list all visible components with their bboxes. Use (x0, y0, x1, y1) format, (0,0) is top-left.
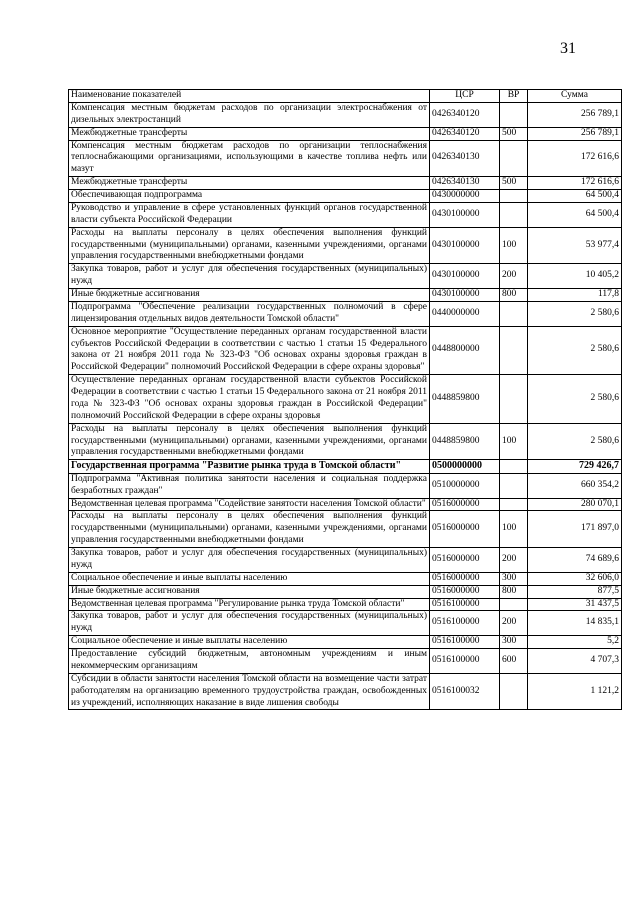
cell-csr: 0516100000 (430, 636, 500, 649)
cell-vr (500, 326, 528, 375)
table-row (69, 140, 622, 177)
cell-name: Основное мероприятие "Осуществление переданных органам государственной власти субъектов Российской Федерации в соответствии с частью 1 статьи 15 Федерального закона от 21 ноября 2011 года № 323-ФЗ "Об основах охраны здоровья граждан в Российской Федерации" полномочий Российской Федерации в сфере охраны здоровья" (69, 326, 430, 375)
table-row (69, 227, 622, 264)
table-row (69, 326, 622, 375)
header-name: Наименование показателей (69, 90, 430, 103)
cell-sum: 10 405,2 (528, 264, 622, 289)
table-row (69, 190, 622, 203)
cell-csr: 0440000000 (430, 301, 500, 326)
cell-name: Иные бюджетные ассигнования (69, 289, 430, 302)
header-vr: ВР (500, 90, 528, 103)
cell-name: Обеспечивающая подпрограмма (69, 190, 430, 203)
cell-csr: 0516000000 (430, 498, 500, 511)
cell-sum: 32 606,0 (528, 572, 622, 585)
cell-sum: 280 070,1 (528, 498, 622, 511)
table-header-row (69, 90, 622, 103)
cell-sum: 2 580,6 (528, 375, 622, 424)
budget-table (68, 89, 622, 710)
cell-vr (500, 375, 528, 424)
cell-vr: 800 (500, 585, 528, 598)
cell-name: Подпрограмма "Активная политика занятости населения и социальная поддержка безработных граждан" (69, 473, 430, 498)
cell-sum: 877,5 (528, 585, 622, 598)
cell-vr: 100 (500, 227, 528, 264)
cell-csr: 0516000000 (430, 585, 500, 598)
cell-name: Закупка товаров, работ и услуг для обеспечения государственных (муниципальных) нужд (69, 264, 430, 289)
cell-csr: 0426340120 (430, 127, 500, 140)
cell-csr: 0426340130 (430, 140, 500, 177)
cell-csr: 0448800000 (430, 326, 500, 375)
cell-vr (500, 473, 528, 498)
table-row (69, 460, 622, 474)
cell-csr: 0426340120 (430, 102, 500, 127)
cell-vr (500, 202, 528, 227)
cell-vr: 100 (500, 511, 528, 548)
cell-vr: 200 (500, 548, 528, 573)
table-row (69, 301, 622, 326)
cell-name: Предоставление субсидий бюджетным, автономным учреждениям и иным некоммерческим организациям (69, 649, 430, 674)
cell-csr: 0430000000 (430, 190, 500, 203)
table-row (69, 202, 622, 227)
table-row (69, 673, 622, 710)
cell-name: Осуществление переданных органам государственной власти субъектов Российской Федерации в соответствии с частью 1 статьи 15 Федерального закона от 21 ноября 2011 года № 323-ФЗ "Об основах охраны здоровья граждан в Российской Федерации" полномочий Российской Федерации в сфере охраны здоровья (69, 375, 430, 424)
cell-name: Межбюджетные трансферты (69, 127, 430, 140)
table-row (69, 585, 622, 598)
cell-sum: 2 580,6 (528, 423, 622, 460)
cell-csr: 0448859800 (430, 423, 500, 460)
cell-vr (500, 460, 528, 474)
cell-sum: 172 616,6 (528, 140, 622, 177)
cell-vr (500, 102, 528, 127)
cell-name: Компенсация местным бюджетам расходов по организации электроснабжения от дизельных электростанций (69, 102, 430, 127)
cell-vr: 200 (500, 264, 528, 289)
cell-csr: 0516000000 (430, 572, 500, 585)
cell-sum: 729 426,7 (528, 460, 622, 474)
cell-csr: 0516100000 (430, 598, 500, 611)
cell-sum: 31 437,5 (528, 598, 622, 611)
table-row (69, 423, 622, 460)
cell-csr: 0516100000 (430, 611, 500, 636)
cell-sum: 64 500,4 (528, 202, 622, 227)
cell-name: Закупка товаров, работ и услуг для обеспечения государственных (муниципальных) нужд (69, 611, 430, 636)
page-number: 31 (560, 40, 576, 57)
table-row (69, 548, 622, 573)
cell-name: Субсидии в области занятости населения Томской области на возмещение части затрат работодателям на организацию временного трудоустройства граждан, освобожденных из учреждений, исполняющих наказание в виде лишения свободы (69, 673, 430, 710)
cell-name: Межбюджетные трансферты (69, 177, 430, 190)
cell-vr (500, 190, 528, 203)
table-row (69, 177, 622, 190)
table-row (69, 102, 622, 127)
cell-sum: 117,8 (528, 289, 622, 302)
cell-csr: 0426340130 (430, 177, 500, 190)
cell-csr: 0430100000 (430, 289, 500, 302)
header-sum: Сумма (528, 90, 622, 103)
cell-name: Расходы на выплаты персоналу в целях обеспечения выполнения функций государственными (муниципальными) органами, казенными учреждениями, органами управления государственными внебюджетными фондами (69, 227, 430, 264)
cell-name: Расходы на выплаты персоналу в целях обеспечения выполнения функций государственными (муниципальными) органами, казенными учреждениями, органами управления государственными внебюджетными фондами (69, 511, 430, 548)
cell-sum: 2 580,6 (528, 301, 622, 326)
cell-csr: 0516100000 (430, 649, 500, 674)
cell-name: Компенсация местным бюджетам расходов по организации теплоснабжения теплоснабжающими организациями, использующими в качестве топлива нефть или мазут (69, 140, 430, 177)
cell-csr: 0516100032 (430, 673, 500, 710)
cell-vr: 200 (500, 611, 528, 636)
cell-name: Государственная программа "Развитие рынка труда в Томской области" (69, 460, 430, 474)
cell-csr: 0500000000 (430, 460, 500, 474)
cell-name: Подпрограмма "Обеспечение реализации государственных полномочий в сфере лицензирования отдельных видов деятельности Томской области" (69, 301, 430, 326)
cell-sum: 53 977,4 (528, 227, 622, 264)
cell-csr: 0448859800 (430, 375, 500, 424)
cell-vr (500, 498, 528, 511)
table-row (69, 375, 622, 424)
header-csr: ЦСР (430, 90, 500, 103)
table-row (69, 572, 622, 585)
cell-csr: 0516000000 (430, 511, 500, 548)
cell-csr: 0430100000 (430, 227, 500, 264)
cell-csr: 0430100000 (430, 264, 500, 289)
cell-name: Социальное обеспечение и иные выплаты населению (69, 636, 430, 649)
cell-csr: 0430100000 (430, 202, 500, 227)
table-body (69, 90, 622, 710)
cell-sum: 74 689,6 (528, 548, 622, 573)
cell-sum: 14 835,1 (528, 611, 622, 636)
table-row (69, 649, 622, 674)
cell-vr (500, 598, 528, 611)
cell-vr: 300 (500, 636, 528, 649)
cell-sum: 171 897,0 (528, 511, 622, 548)
cell-vr: 600 (500, 649, 528, 674)
table-row (69, 498, 622, 511)
cell-sum: 4 707,3 (528, 649, 622, 674)
cell-name: Расходы на выплаты персоналу в целях обеспечения выполнения функций государственными (муниципальными) органами, казенными учреждениями, органами управления государственными внебюджетными фондами (69, 423, 430, 460)
cell-csr: 0516000000 (430, 548, 500, 573)
cell-sum: 1 121,2 (528, 673, 622, 710)
cell-vr: 300 (500, 572, 528, 585)
table-row (69, 598, 622, 611)
cell-name: Ведомственная целевая программа "Регулирование рынка труда Томской области" (69, 598, 430, 611)
cell-name: Ведомственная целевая программа "Содействие занятости населения Томской области" (69, 498, 430, 511)
table-row (69, 511, 622, 548)
cell-vr: 500 (500, 177, 528, 190)
cell-sum: 64 500,4 (528, 190, 622, 203)
table-row (69, 611, 622, 636)
cell-name: Руководство и управление в сфере установленных функций органов государственной власти субъекта Российской Федерации (69, 202, 430, 227)
cell-name: Социальное обеспечение и иные выплаты населению (69, 572, 430, 585)
table-row (69, 264, 622, 289)
cell-sum: 256 789,1 (528, 102, 622, 127)
cell-name: Иные бюджетные ассигнования (69, 585, 430, 598)
cell-csr: 0510000000 (430, 473, 500, 498)
cell-vr: 100 (500, 423, 528, 460)
cell-vr: 500 (500, 127, 528, 140)
cell-vr: 800 (500, 289, 528, 302)
cell-name: Закупка товаров, работ и услуг для обеспечения государственных (муниципальных) нужд (69, 548, 430, 573)
cell-sum: 660 354,2 (528, 473, 622, 498)
cell-vr (500, 140, 528, 177)
table-row (69, 473, 622, 498)
cell-sum: 172 616,6 (528, 177, 622, 190)
cell-sum: 5,2 (528, 636, 622, 649)
cell-vr (500, 301, 528, 326)
table-row (69, 289, 622, 302)
table-row (69, 636, 622, 649)
table-row (69, 127, 622, 140)
cell-sum: 2 580,6 (528, 326, 622, 375)
cell-sum: 256 789,1 (528, 127, 622, 140)
cell-vr (500, 673, 528, 710)
